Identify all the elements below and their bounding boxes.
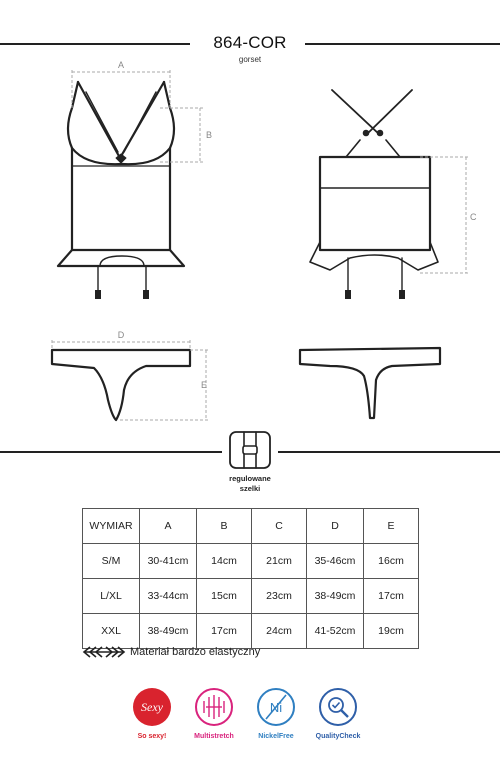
corset-back-drawing bbox=[310, 90, 438, 299]
product-code: 864-COR bbox=[213, 33, 287, 52]
badge-label-multistretch: Multistretch bbox=[194, 733, 234, 740]
dimension-lines bbox=[52, 70, 470, 420]
value-cell: 21cm bbox=[252, 544, 307, 579]
value-cell: 35-46cm bbox=[307, 544, 364, 579]
value-cell: 38-49cm bbox=[307, 579, 364, 614]
value-cell: 38-49cm bbox=[140, 614, 197, 649]
multistretch-icon bbox=[194, 687, 234, 727]
dim-label-c: C bbox=[470, 212, 477, 222]
value-cell: 15cm bbox=[197, 579, 252, 614]
adjustable-label-line1: regulowane bbox=[229, 474, 271, 483]
corset-front-drawing bbox=[58, 82, 184, 299]
table-row bbox=[83, 544, 419, 579]
value-cell: 17cm bbox=[364, 579, 419, 614]
qualitycheck-icon bbox=[318, 687, 358, 727]
value-cell: 30-41cm bbox=[140, 544, 197, 579]
value-cell: 24cm bbox=[252, 614, 307, 649]
value-cell: 16cm bbox=[364, 544, 419, 579]
value-cell: 19cm bbox=[364, 614, 419, 649]
thong-back-drawing bbox=[300, 348, 440, 418]
product-type: gorset bbox=[238, 55, 262, 64]
size-table-header-row bbox=[83, 509, 419, 544]
thong-front-drawing bbox=[52, 350, 190, 420]
header-cell: B bbox=[197, 509, 252, 544]
value-cell: 41-52cm bbox=[307, 614, 364, 649]
size-cell: XXL bbox=[83, 614, 140, 649]
svg-text:Ni: Ni bbox=[269, 700, 283, 715]
divider-rule-right bbox=[278, 451, 500, 453]
adjustable-label-line2: szelki bbox=[239, 484, 261, 493]
value-cell: 17cm bbox=[197, 614, 252, 649]
size-table bbox=[82, 508, 419, 649]
size-cell: S/M bbox=[83, 544, 140, 579]
size-cell: L/XL bbox=[83, 579, 140, 614]
elastic-arrows-icon bbox=[82, 646, 126, 658]
nickelfree-icon bbox=[256, 687, 296, 727]
header-cell: A bbox=[140, 509, 197, 544]
header-cell: C bbox=[252, 509, 307, 544]
table-row bbox=[83, 579, 419, 614]
header-cell: E bbox=[364, 509, 419, 544]
value-cell: 23cm bbox=[252, 579, 307, 614]
value-cell: 33-44cm bbox=[140, 579, 197, 614]
header-cell: WYMIAR bbox=[83, 509, 140, 544]
adjustable-straps-label bbox=[210, 474, 290, 494]
badge-label-sexy: So sexy! bbox=[137, 733, 167, 740]
badge-label-qualitycheck: QualityCheck bbox=[315, 733, 361, 740]
dim-label-a: A bbox=[117, 60, 125, 70]
header-cell: D bbox=[307, 509, 364, 544]
badge-label-nickelfree: NickelFree bbox=[258, 733, 294, 740]
adjustable-straps-icon bbox=[230, 432, 270, 468]
material-note: Materiał bardzo elastyczny bbox=[130, 646, 261, 658]
divider-rule-left bbox=[0, 451, 222, 453]
dim-label-d: D bbox=[117, 330, 125, 340]
dim-label-b: B bbox=[206, 130, 213, 140]
svg-text:Sexy: Sexy bbox=[141, 700, 163, 714]
value-cell: 14cm bbox=[197, 544, 252, 579]
table-row bbox=[83, 614, 419, 649]
sexy-icon bbox=[132, 687, 172, 727]
dim-label-e: E bbox=[201, 380, 208, 390]
